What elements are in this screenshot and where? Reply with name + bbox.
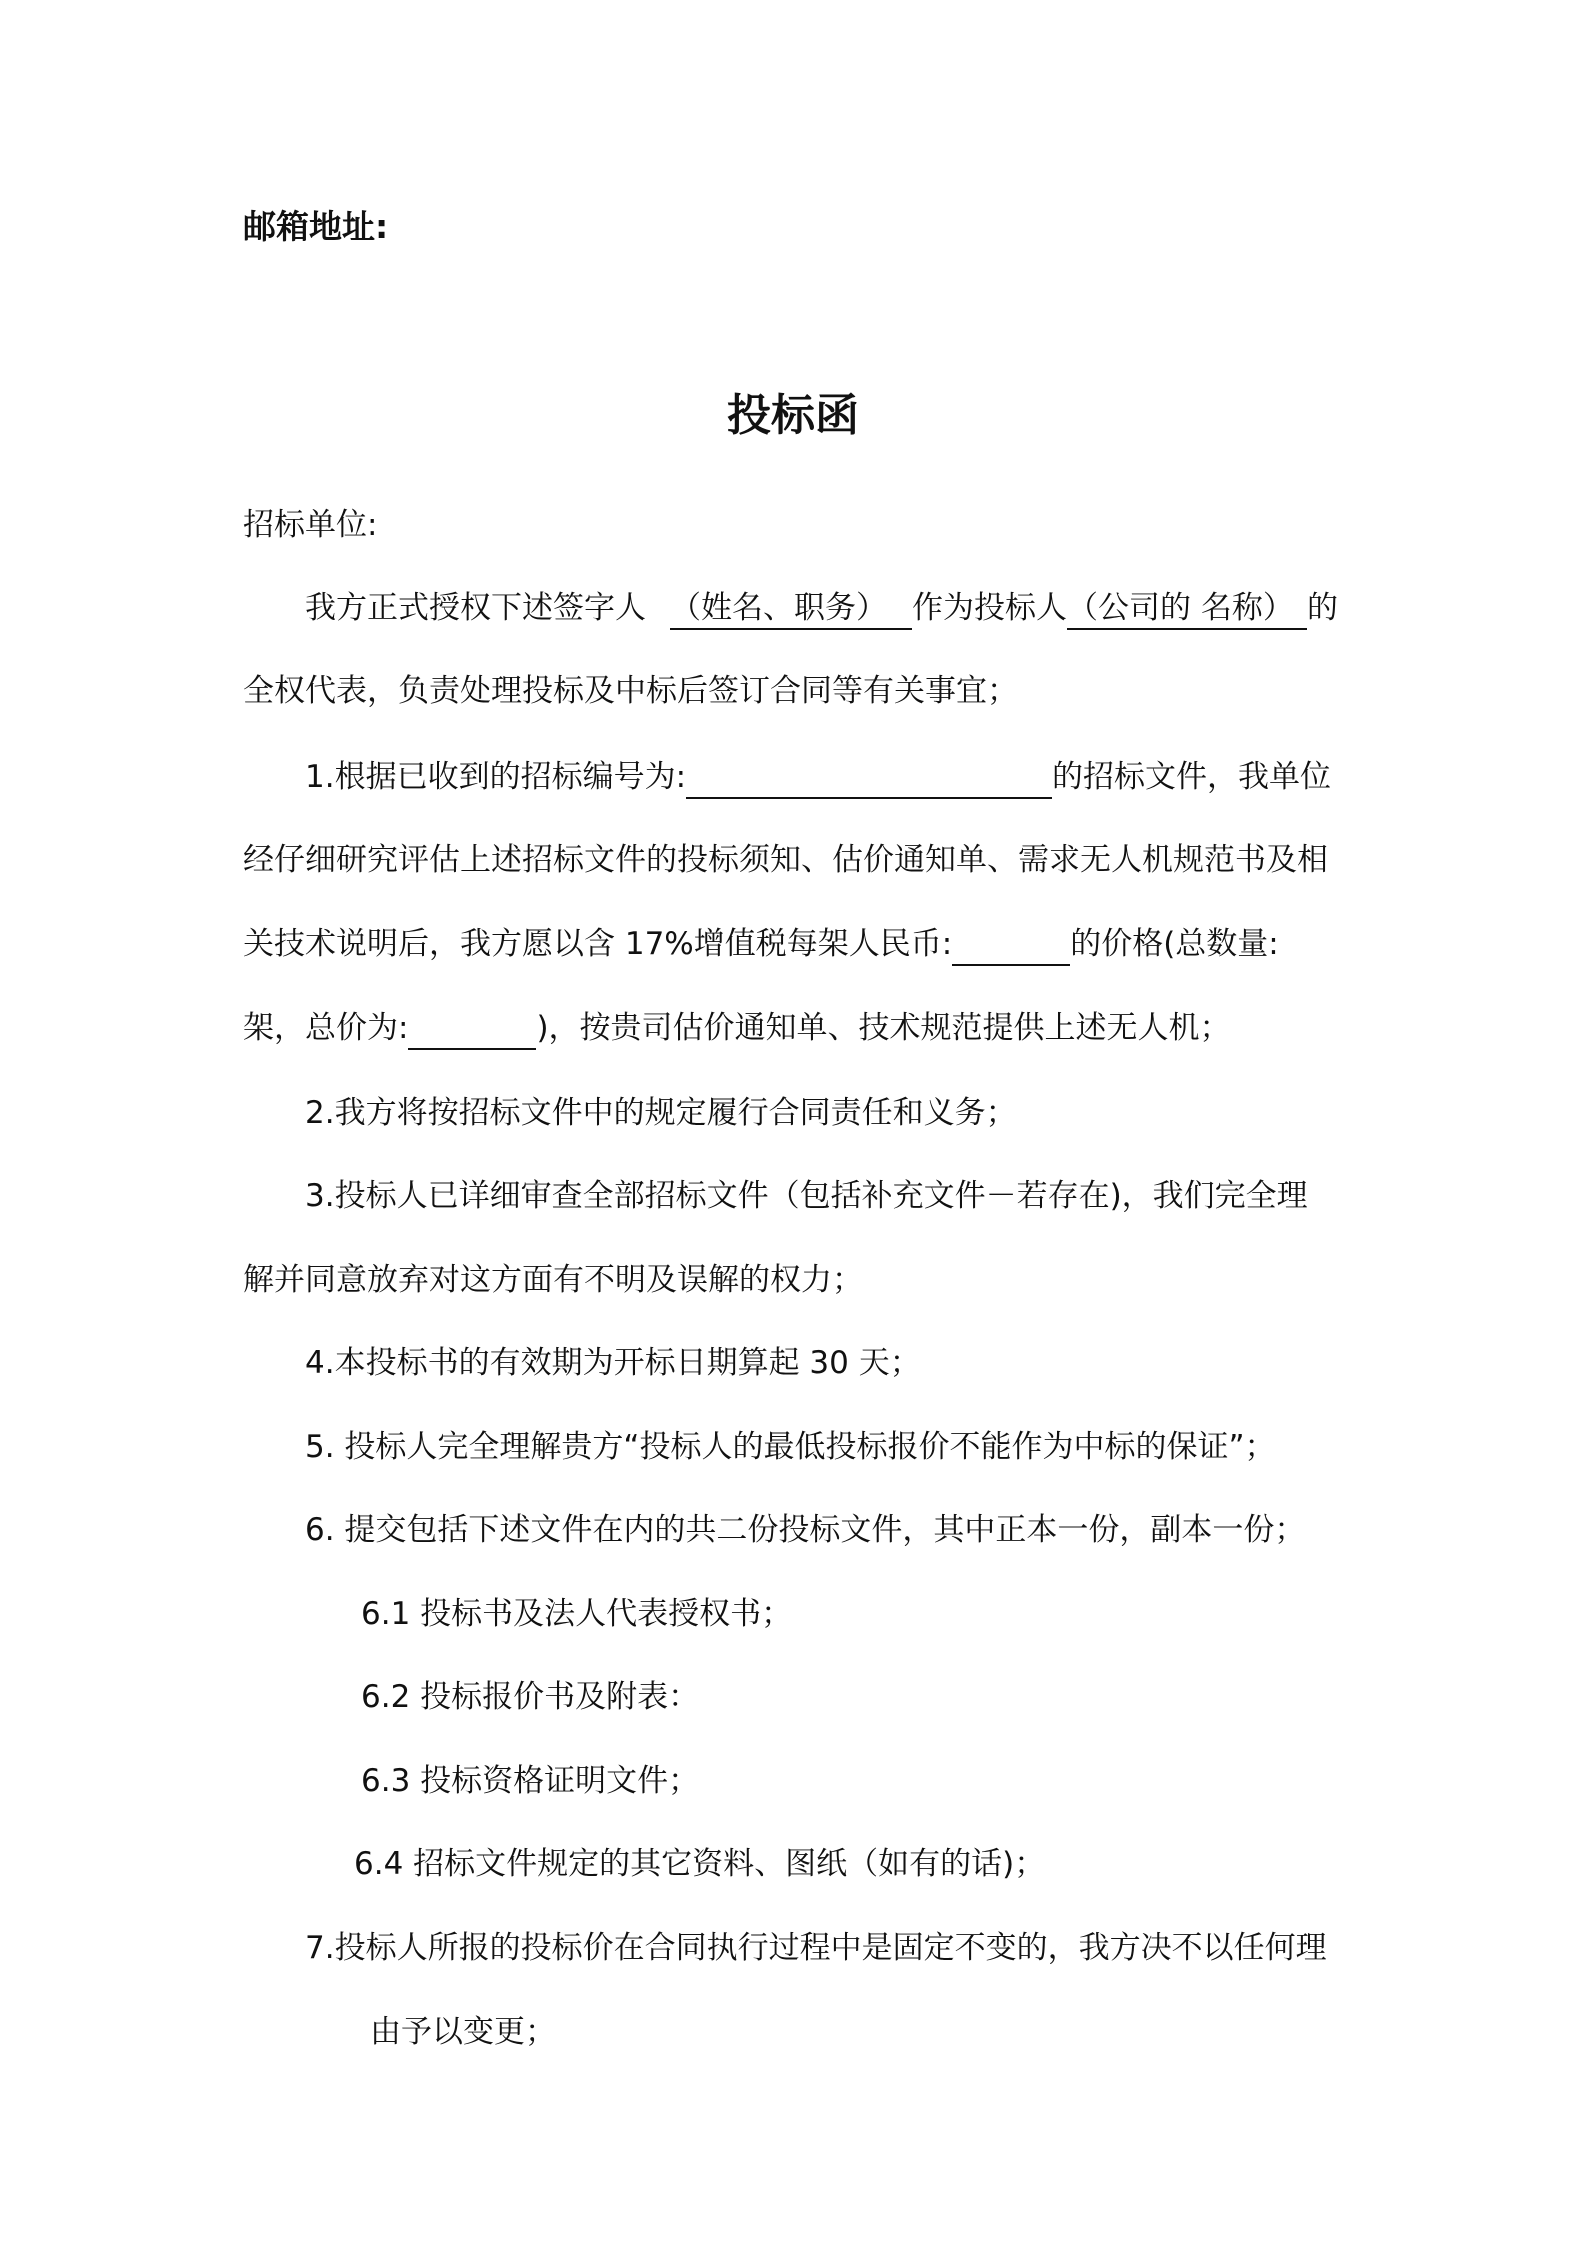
intro-text-2: 作为投标人 (912, 590, 1067, 626)
company-blank[interactable]: （公司的 名称） (1067, 588, 1307, 630)
item1-text-4a: 架，总价为: (243, 1010, 409, 1046)
item6-line: 6. 提交包括下述文件在内的共二份投标文件，其中正本一份，副本一份； (305, 1512, 1306, 1548)
item4-line: 4.本投标书的有效期为开标日期算起 30 天； (305, 1345, 921, 1381)
signer-blank[interactable]: （姓名、职务） (670, 588, 912, 630)
item1-line-3 (243, 922, 1279, 966)
item1-text-4b: )，按贵司估价通知单、技术规范提供上述无人机； (536, 1010, 1231, 1046)
item1-text-a: 1.根据已收到的招标编号为: (305, 759, 687, 795)
intro-text-3: 的 (1307, 590, 1338, 626)
item7-line-2: 由予以变更； (370, 2014, 556, 2050)
recipient-line: 招标单位: (243, 507, 378, 543)
tender-number-blank[interactable] (686, 757, 1052, 799)
item5-line: 5. 投标人完全理解贵方“投标人的最低投标报价不能作为中标的保证”； (305, 1429, 1276, 1465)
item1-text-3b: 的价格(总数量: (1070, 926, 1279, 962)
sub-item-6-2: 6.2 投标报价书及附表： (361, 1679, 700, 1715)
item7-line-1: 7.投标人所报的投标价在合同执行过程中是固定不变的，我方决不以任何理 (305, 1930, 1327, 1966)
intro-text-1: 我方正式授权下述签字人 (305, 590, 646, 626)
page-title: 投标函 (727, 390, 859, 441)
sub-item-6-3: 6.3 投标资格证明文件； (361, 1763, 700, 1799)
item1-line-4 (243, 1006, 1231, 1050)
item3-line-2: 解并同意放弃对这方面有不明及误解的权力； (243, 1262, 863, 1298)
unit-price-blank[interactable] (952, 924, 1070, 966)
sub-item-6-4: 6.4 招标文件规定的其它资料、图纸（如有的话)； (354, 1846, 1046, 1882)
item1-text-3a: 关技术说明后，我方愿以含 17%增值税每架人民币: (243, 926, 953, 962)
item3-line-1: 3.投标人已详细审查全部招标文件（包括补充文件－若存在)，我们完全理 (305, 1178, 1308, 1214)
item1-text-b: 的招标文件，我单位 (1052, 759, 1332, 795)
email-address-label: 邮箱地址: (243, 207, 389, 246)
total-price-blank[interactable] (408, 1008, 536, 1050)
item2-line: 2.我方将按招标文件中的规定履行合同责任和义务； (305, 1095, 1017, 1131)
sub-item-6-1: 6.1 投标书及法人代表授权书； (361, 1596, 793, 1632)
item1-line-1 (305, 755, 1331, 799)
intro-line-1 (305, 586, 1338, 630)
item1-line-2: 经仔细研究评估上述招标文件的投标须知、估价通知单、需求无人机规范书及相 (243, 842, 1328, 878)
intro-line-2: 全权代表，负责处理投标及中标后签订合同等有关事宜； (243, 673, 1018, 709)
